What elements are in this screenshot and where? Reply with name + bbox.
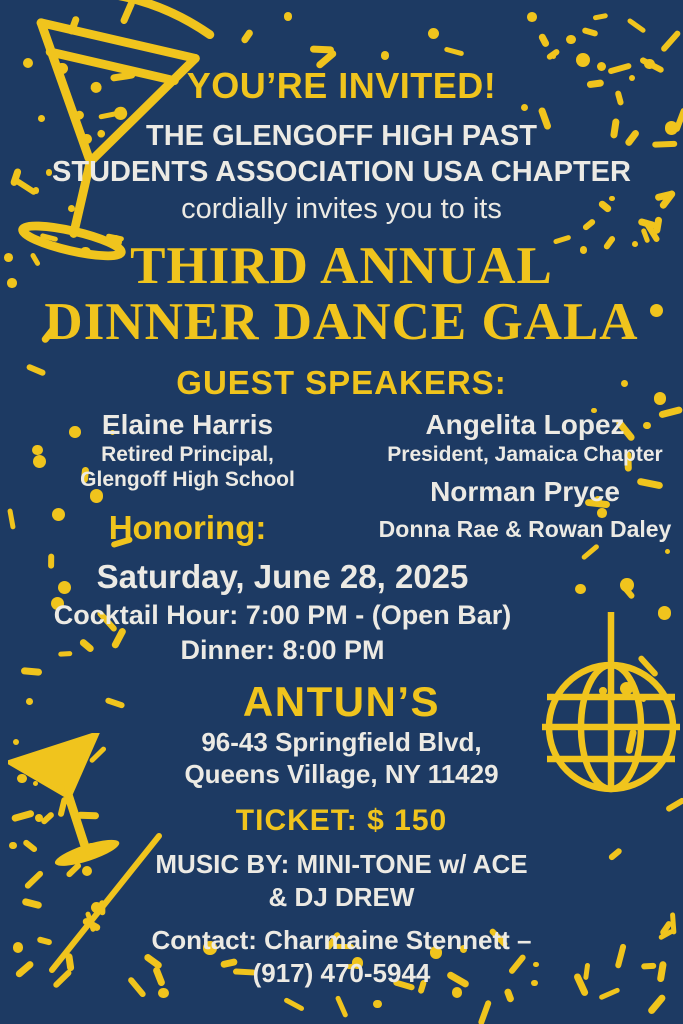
venue-address-line2: Queens Village, NY 11429 [184, 759, 499, 789]
ticket-price: TICKET: $ 150 [235, 804, 448, 837]
speaker-role-angelita: President, Jamaica Chapter [387, 443, 663, 466]
event-title [0, 238, 683, 350]
honoring-label: Honoring: [108, 509, 267, 546]
speakers-right-column [375, 408, 675, 548]
cocktail-hour-line: Cocktail Hour: 7:00 PM - (Open Bar) [53, 600, 512, 630]
music-line1: MUSIC BY: MINI-TONE w/ ACE [155, 849, 528, 879]
contact-phone: (917) 470-5944 [252, 958, 431, 988]
contact-name-line: Contact: Charmaine Stennett – [151, 925, 532, 955]
guest-speakers-heading: GUEST SPEAKERS: [176, 364, 507, 401]
event-title-line1: THIRD ANNUAL [130, 237, 553, 295]
dinner-time-line: Dinner: 8:00 PM [180, 635, 385, 665]
event-title-line2: DINNER DANCE GALA [44, 293, 639, 351]
organization-line1: THE GLENGOFF HIGH PAST [146, 120, 537, 152]
organization-name [0, 118, 683, 190]
organization-line2: STUDENTS ASSOCIATION USA CHAPTER [52, 156, 631, 188]
venue-name: ANTUN’S [242, 678, 441, 725]
speaker-role-line1: Retired Principal, [101, 443, 274, 466]
speakers-section [0, 408, 683, 548]
speaker-role-line2: Glengoff High School [80, 468, 295, 491]
contact-section [0, 924, 683, 990]
invited-heading: YOU’RE INVITED! [186, 65, 497, 106]
event-date: Saturday, June 28, 2025 [96, 558, 469, 595]
honorees-names: Donna Rae & Rowan Daley [378, 516, 672, 542]
venue-address-line1: 96-43 Springfield Blvd, [201, 727, 482, 757]
music-line2: & DJ DREW [268, 882, 415, 912]
speaker-name-elaine-harris: Elaine Harris [101, 409, 274, 440]
cordially-line: cordially invites you to its [181, 193, 502, 225]
speakers-left-column [0, 408, 375, 548]
speaker-name-norman-pryce: Norman Pryce [430, 476, 620, 507]
speaker-name-angelita-lopez: Angelita Lopez [425, 409, 625, 440]
music-section [0, 848, 683, 914]
